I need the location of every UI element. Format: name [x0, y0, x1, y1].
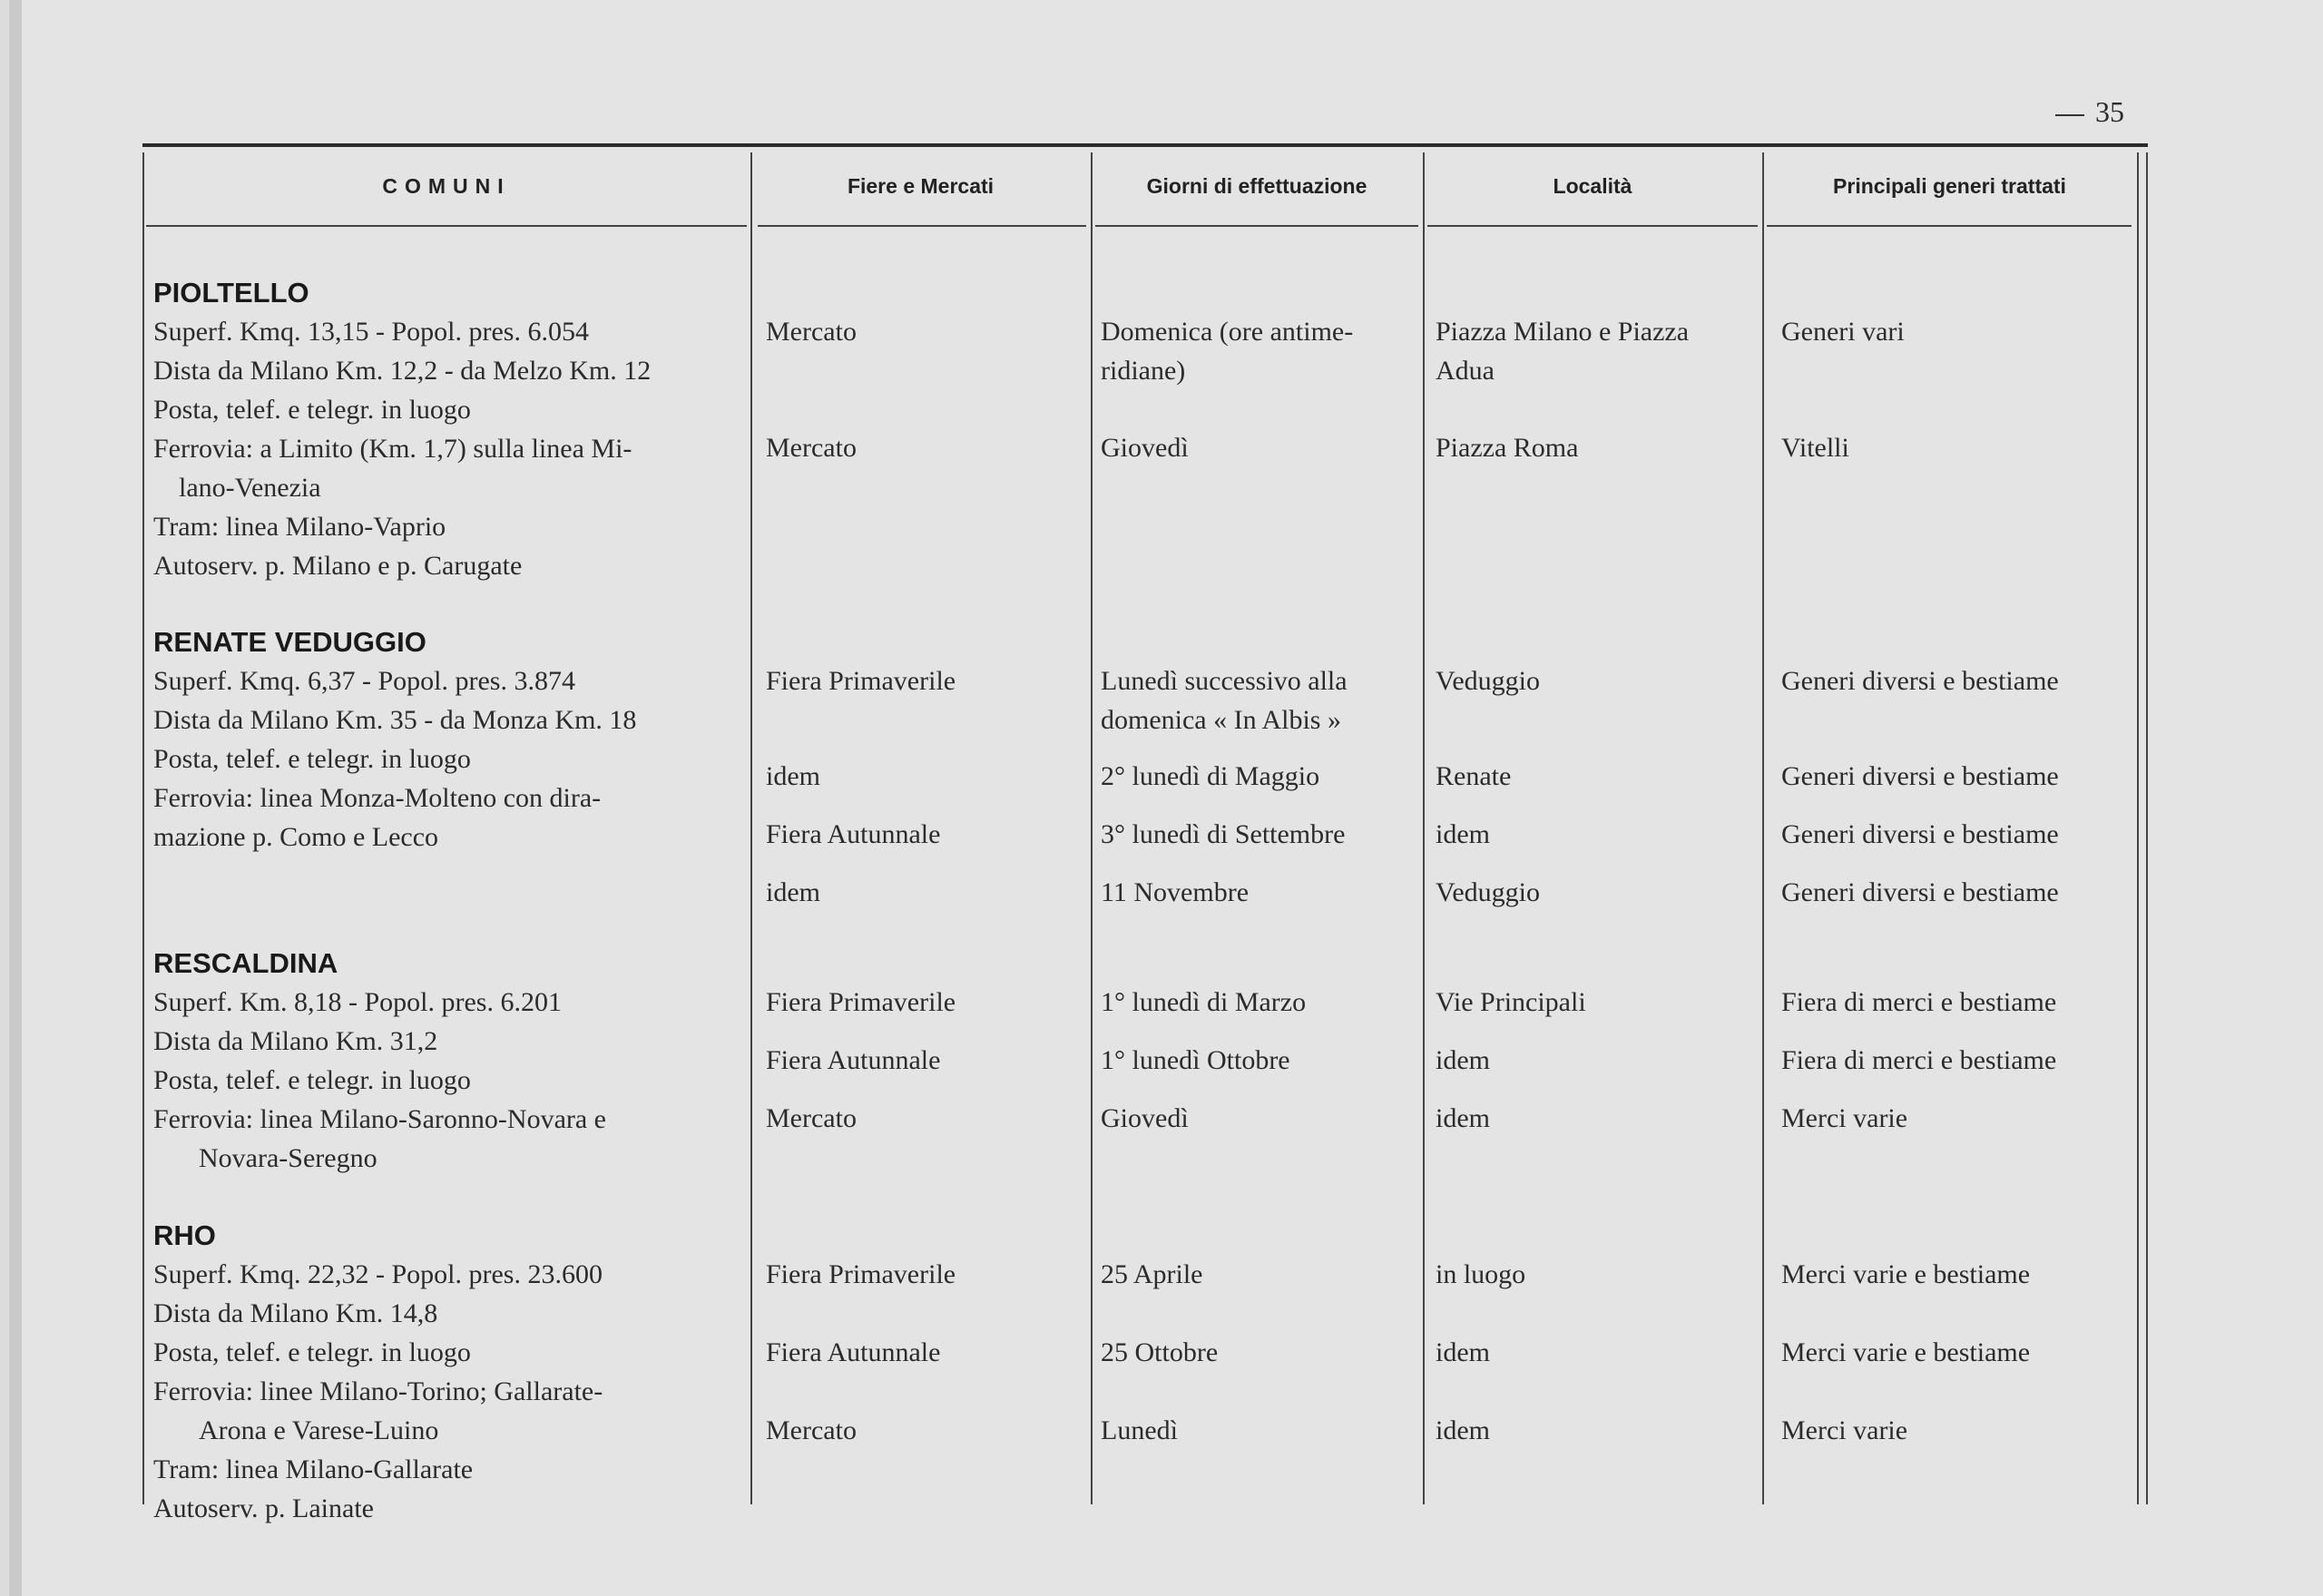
page-number: 35	[2055, 95, 2124, 129]
info-line: Dista da Milano Km. 31,2	[153, 1026, 438, 1056]
fairs-table	[142, 143, 2148, 1523]
column-divider	[2146, 152, 2148, 1504]
fiera-cell: Fiera Primaverile	[766, 1259, 956, 1289]
localita-cell: in luogo	[1436, 1259, 1526, 1289]
header-underline	[1427, 225, 1758, 227]
fiera-cell: Fiera Primaverile	[766, 666, 956, 696]
generi-cell: Generi vari	[1781, 317, 1905, 347]
giorni-cell: 2° lunedì di Maggio	[1101, 761, 1320, 791]
info-line: Autoserv. p. Milano e p. Carugate	[153, 551, 523, 581]
giorni-cell: Domenica (ore antime- ridiane)	[1101, 317, 1354, 386]
page	[9, 0, 2323, 1596]
giorni-cell: 25 Ottobre	[1101, 1337, 1219, 1367]
header-giorni: Giorni di effettuazione	[1146, 174, 1367, 198]
localita-cell: Veduggio	[1436, 877, 1540, 907]
localita-cell: Veduggio	[1436, 666, 1540, 696]
generi-cell: Merci varie	[1781, 1103, 1908, 1133]
info-line: Superf. Kmq. 22,32 - Popol. pres. 23.600	[153, 1259, 603, 1289]
page-edge	[9, 0, 22, 1596]
column-divider	[2137, 152, 2139, 1504]
info-line: Ferrovia: a Limito (Km. 1,7) sulla linea Mi-	[153, 434, 632, 464]
giorni-cell: 11 Novembre	[1101, 877, 1250, 907]
generi-cell: Fiera di merci e bestiame	[1781, 1045, 2057, 1075]
info-line: Dista da Milano Km. 12,2 - da Melzo Km. 12	[153, 356, 652, 386]
localita-cell: idem	[1436, 819, 1490, 849]
column-divider	[750, 152, 752, 1504]
header-underline	[758, 225, 1086, 227]
fiera-cell: Fiera Autunnale	[766, 819, 941, 849]
fiera-cell: idem	[766, 761, 820, 791]
info-line: Posta, telef. e telegr. in luogo	[153, 744, 471, 774]
fiera-cell: Mercato	[766, 1415, 857, 1445]
info-line: Posta, telef. e telegr. in luogo	[153, 1337, 471, 1367]
fiera-cell: Mercato	[766, 317, 857, 347]
comune-name: PIOLTELLO	[153, 277, 309, 308]
info-line: Dista da Milano Km. 35 - da Monza Km. 18	[153, 705, 637, 735]
fiera-cell: Fiera Autunnale	[766, 1337, 941, 1367]
generi-cell: Vitelli	[1781, 433, 1849, 463]
fiera-cell: idem	[766, 877, 820, 907]
giorni-cell: 1° lunedì di Marzo	[1101, 987, 1307, 1017]
generi-cell: Merci varie e bestiame	[1781, 1259, 2031, 1289]
localita-cell: idem	[1436, 1415, 1490, 1445]
header-comuni: COMUNI	[382, 174, 511, 198]
info-line: Superf. Kmq. 6,37 - Popol. pres. 3.874	[153, 666, 575, 696]
generi-cell: Merci varie e bestiame	[1781, 1337, 2031, 1367]
header-underline	[1767, 225, 2132, 227]
generi-cell: Fiera di merci e bestiame	[1781, 987, 2057, 1017]
info-line: Posta, telef. e telegr. in luogo	[153, 395, 471, 425]
fiera-cell: Fiera Primaverile	[766, 987, 956, 1017]
column-divider	[1091, 152, 1093, 1504]
giorni-cell: Giovedì	[1101, 1103, 1189, 1133]
info-line: Posta, telef. e telegr. in luogo	[153, 1065, 471, 1095]
generi-cell: Generi diversi e bestiame	[1781, 819, 2059, 849]
giorni-cell: Lunedì	[1101, 1415, 1178, 1445]
header-localita: Località	[1553, 174, 1632, 198]
generi-cell: Merci varie	[1781, 1415, 1908, 1445]
comune-info	[153, 312, 651, 585]
localita-cell: idem	[1436, 1103, 1490, 1133]
info-line: Tram: linea Milano-Vaprio	[153, 512, 446, 542]
comune-name: RESCALDINA	[153, 947, 338, 979]
generi-cell: Generi diversi e bestiame	[1781, 761, 2059, 791]
localita-cell: Piazza Milano e Piazza Adua	[1436, 317, 1690, 386]
header-generi: Principali generi trattati	[1833, 174, 2066, 198]
localita-cell: idem	[1436, 1045, 1490, 1075]
info-line: Superf. Kmq. 13,15 - Popol. pres. 6.054	[153, 317, 589, 347]
giorni-cell: Lunedì successivo alla domenica « In Albis »	[1101, 666, 1348, 735]
header-underline	[1095, 225, 1418, 227]
fiera-cell: Fiera Autunnale	[766, 1045, 941, 1075]
comune-name: RENATE VEDUGGIO	[153, 626, 426, 658]
localita-cell: Vie Principali	[1436, 987, 1586, 1017]
info-line: Ferrovia: linee Milano-Torino; Gallarate-	[153, 1376, 603, 1406]
fiera-cell: Mercato	[766, 433, 857, 463]
info-line: Dista da Milano Km. 14,8	[153, 1298, 438, 1328]
localita-cell: idem	[1436, 1337, 1490, 1367]
info-line: Arona e Varese-Luino	[199, 1415, 439, 1445]
header-underline	[146, 225, 747, 227]
info-line: lano-Venezia	[179, 473, 321, 503]
fiera-cell: Mercato	[766, 1103, 857, 1133]
header-fiere: Fiere e Mercati	[847, 174, 995, 198]
giorni-cell: 25 Aprile	[1101, 1259, 1203, 1289]
comune-info	[153, 661, 636, 857]
info-line: Ferrovia: linea Monza-Molteno con dira-	[153, 783, 602, 813]
table-top-rule	[142, 143, 2148, 147]
localita-cell: Piazza Roma	[1436, 433, 1579, 463]
comune-info	[153, 1255, 603, 1528]
giorni-cell: Giovedì	[1101, 433, 1189, 463]
column-divider	[1423, 152, 1425, 1504]
comune-name: RHO	[153, 1219, 216, 1251]
info-line: Novara-Seregno	[199, 1143, 377, 1173]
info-line: Tram: linea Milano-Gallarate	[153, 1454, 474, 1484]
giorni-cell: 3° lunedì di Settembre	[1101, 819, 1346, 849]
generi-cell: Generi diversi e bestiame	[1781, 877, 2059, 907]
localita-cell: Renate	[1436, 761, 1512, 791]
column-divider	[1762, 152, 1764, 1504]
giorni-cell: 1° lunedì Ottobre	[1101, 1045, 1290, 1075]
comune-info	[153, 983, 606, 1178]
info-line: Autoserv. p. Lainate	[153, 1493, 374, 1523]
column-divider	[142, 152, 144, 1504]
generi-cell: Generi diversi e bestiame	[1781, 666, 2059, 696]
info-line: Superf. Km. 8,18 - Popol. pres. 6.201	[153, 987, 562, 1017]
info-line: Ferrovia: linea Milano-Saronno-Novara e	[153, 1104, 606, 1134]
info-line: mazione p. Como e Lecco	[153, 822, 439, 852]
